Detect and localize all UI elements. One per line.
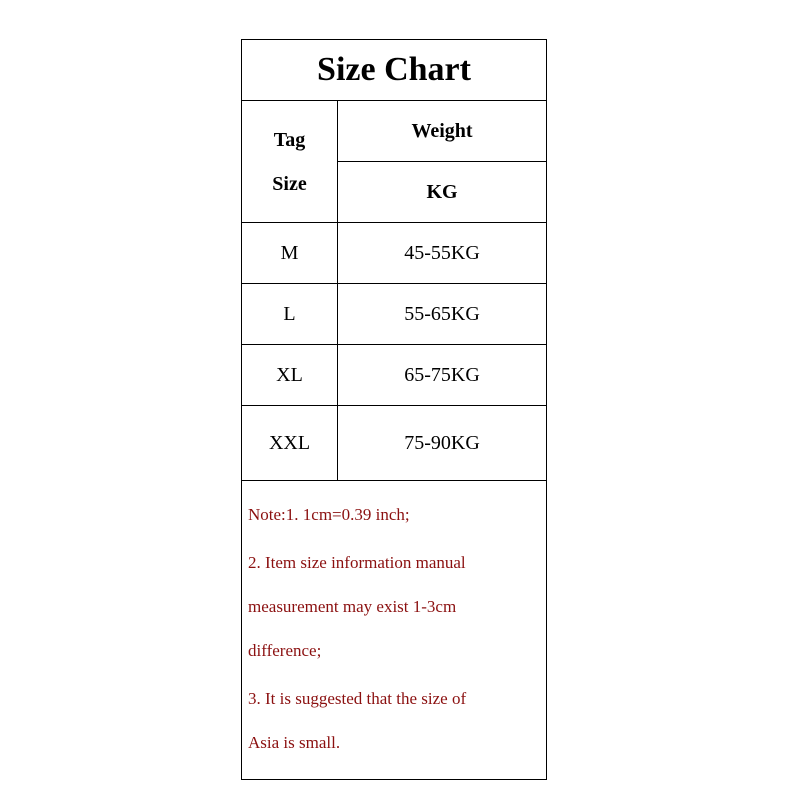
size-cell: L [283,303,296,325]
weight-cell: 55-65KG [404,303,480,325]
size-chart-table [241,39,547,780]
weight-cell: 45-55KG [404,242,480,264]
note-line: Asia is small. [248,733,341,752]
note-line: measurement may exist 1-3cm [248,597,457,616]
size-cell: M [280,242,299,264]
note-line: 2. Item size information manual [248,553,466,572]
header-divider [242,162,546,223]
unit-header: KG [426,181,458,203]
note-line: 3. It is suggested that the size of [248,689,467,708]
weight-header: Weight [338,101,546,162]
note-line: Note:1. 1cm=0.39 inch; [248,505,410,524]
table-row [242,223,546,284]
note-line: difference; [248,641,322,660]
chart-title: Size Chart [242,40,546,101]
size-cell: XL [276,364,303,386]
weight-cell: 75-90KG [404,432,480,454]
size-cell: XXL [268,432,311,454]
table-row [242,284,546,345]
weight-cell: 65-75KG [404,364,480,386]
table-row [242,345,546,406]
table-row [242,406,546,481]
tag-size-header-line2: Size [272,173,307,195]
tag-size-header-line1: Tag [273,129,306,151]
